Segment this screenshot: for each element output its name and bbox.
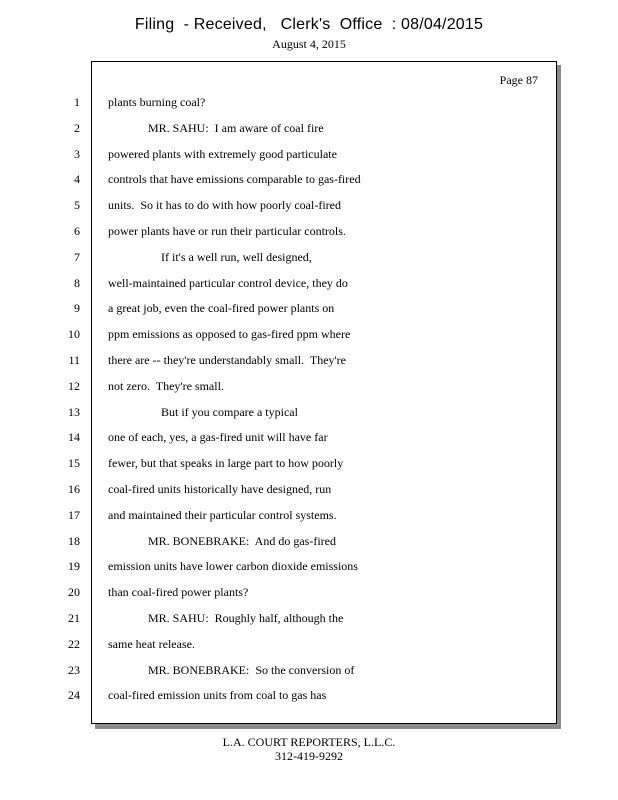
line-text: than coal-fired power plants?: [108, 585, 249, 600]
transcript-line: [0, 507, 560, 523]
transcript-line: [0, 455, 560, 471]
line-number: 5: [74, 198, 80, 213]
line-text: MR. BONEBRAKE: So the conversion of: [148, 662, 355, 677]
line-number: 11: [68, 353, 80, 367]
transcript-line: [0, 249, 560, 265]
line-number: 2: [74, 120, 80, 135]
transcript-line: [0, 610, 560, 626]
transcript-line: [0, 584, 560, 600]
transcript-line: [0, 662, 560, 678]
transcript-line: [0, 275, 560, 291]
line-text: MR. SAHU: I am aware of coal fire: [148, 120, 324, 135]
line-text: But if you compare a typical: [161, 404, 298, 419]
line-number: 6: [74, 224, 80, 238]
line-number: 3: [74, 146, 80, 161]
filing-date: August 4, 2015: [272, 37, 346, 51]
transcript-line: [0, 197, 560, 213]
transcript-line: [0, 533, 560, 549]
line-number: 18: [68, 533, 80, 548]
transcript-line: [0, 636, 560, 652]
line-text: MR. SAHU: Roughly half, although the: [148, 611, 344, 625]
line-number: 12: [68, 378, 80, 393]
line-text: one of each, yes, a gas-fired unit will have far: [108, 430, 328, 445]
transcript-line: [0, 481, 560, 497]
line-text: and maintained their particular control systems.: [108, 507, 337, 522]
line-text: units. So it has to do with how poorly coal-fired: [108, 198, 341, 213]
line-number: 13: [68, 404, 80, 419]
line-number: 17: [68, 507, 80, 522]
line-text: same heat release.: [108, 636, 195, 651]
transcript-line: [0, 429, 560, 445]
transcript-line: [0, 300, 560, 316]
line-number: 8: [74, 275, 80, 290]
line-number: 20: [68, 585, 80, 600]
transcript-line: [0, 146, 560, 162]
line-text: a great job, even the coal-fired power plants on: [108, 301, 335, 316]
page-number: Page 87: [499, 73, 538, 87]
line-text: ppm emissions as opposed to gas-fired ppm where: [108, 327, 351, 342]
line-number: 16: [68, 482, 80, 496]
line-number: 1: [74, 95, 80, 109]
line-number: 22: [68, 636, 80, 651]
court-reporter-phone: 312-419-9292: [275, 749, 343, 763]
line-text: well-maintained particular control device, they do: [108, 275, 348, 290]
transcript-line: [0, 120, 560, 136]
line-text: not zero. They're small.: [108, 378, 224, 393]
transcript-line: [0, 558, 560, 574]
line-text: coal-fired emission units from coal to gas has: [108, 688, 327, 703]
line-number: 21: [68, 611, 80, 625]
line-text: emission units have lower carbon dioxide emissions: [108, 559, 358, 574]
line-text: powered plants with extremely good particulate: [108, 146, 337, 161]
transcript-line: [0, 352, 560, 368]
line-number: 15: [68, 456, 80, 471]
transcript-line: [0, 404, 560, 420]
line-text: power plants have or run their particular controls.: [108, 224, 346, 238]
line-text: plants burning coal?: [108, 95, 206, 109]
line-text: If it's a well run, well designed,: [161, 249, 312, 264]
line-text: MR. BONEBRAKE: And do gas-fired: [148, 533, 336, 548]
line-number: 19: [68, 559, 80, 574]
line-text: controls that have emissions comparable to gas-fired: [108, 172, 361, 187]
court-reporter-name: L.A. COURT REPORTERS, L.L.C.: [222, 735, 396, 749]
line-number: 10: [68, 327, 80, 342]
transcript-line: [0, 171, 560, 187]
transcript-line: [0, 223, 560, 239]
transcript-line: [0, 687, 560, 703]
line-number: 24: [68, 688, 80, 703]
filing-stamp: Filing - Received, Clerk's Office : 08/04/2015: [134, 16, 484, 33]
transcript-line: [0, 94, 560, 110]
line-number: 14: [68, 430, 80, 445]
transcript-line: [0, 378, 560, 394]
line-number: 9: [74, 301, 80, 316]
line-text: there are -- they're understandably small. They're: [108, 353, 347, 367]
transcript-line: [0, 326, 560, 342]
line-number: 7: [74, 249, 80, 264]
line-number: 4: [74, 172, 80, 187]
line-number: 23: [68, 662, 80, 677]
line-text: fewer, but that speaks in large part to how poorly: [108, 456, 344, 471]
line-text: coal-fired units historically have designed, run: [108, 482, 332, 496]
